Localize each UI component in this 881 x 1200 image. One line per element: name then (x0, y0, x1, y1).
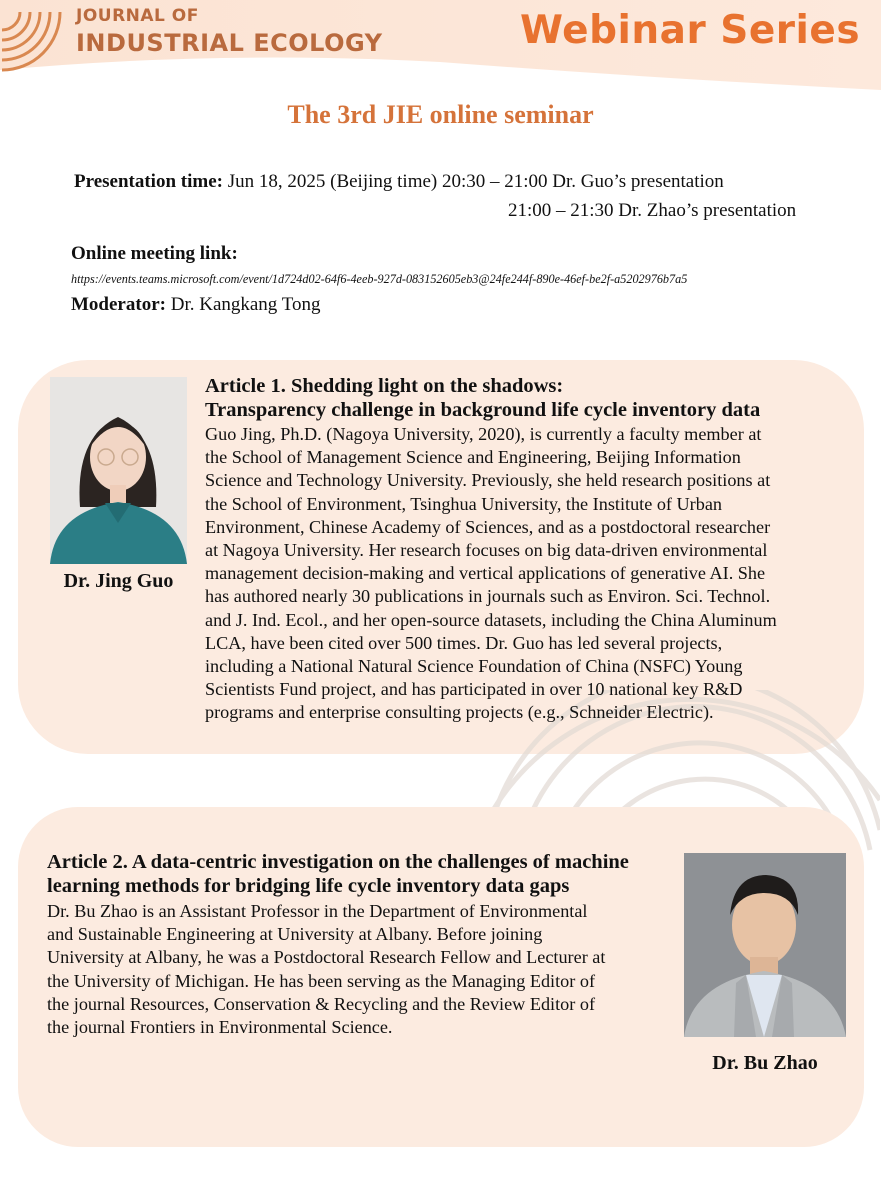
article1-body-line: programs and enterprise consulting projects (e.g., Schneider Electric). (205, 702, 714, 723)
article2-body-line: the journal Resources, Conservation & Recycling and the Review Editor of (47, 993, 596, 1014)
article1-body-line: including a National Natural Science Foundation of China (NSFC) Young (205, 656, 743, 677)
article1-title-line: Article 1. Shedding light on the shadows: (205, 375, 564, 397)
article1-body-line: Guo Jing, Ph.D. (Nagoya University, 2020), is currently a faculty member at (205, 424, 762, 444)
article1-body-line: Science and Technology University. Previously, she held research positions at (205, 470, 771, 491)
article1-body-line: and J. Ind. Ecol., and her open-source datasets, including the China Aluminum (205, 609, 777, 630)
presentation-time-label: Presentation time: (74, 171, 223, 192)
article1-title-line: Transparency challenge in background life cycle inventory data (205, 399, 761, 421)
article2-body (47, 900, 605, 1039)
article1-body-line: LCA, have been cited over 500 times. Dr. Guo has led several projects, (205, 632, 723, 653)
article1-body-line: the School of Environment, Tsinghua University, the Institute of Urban (205, 493, 722, 514)
article1-body-line: at Nagoya University. Her research focuses on big data-driven environmental (205, 540, 768, 561)
article1-title (205, 374, 760, 422)
speaker2-photo (684, 853, 846, 1037)
article2-body-line: Dr. Bu Zhao is an Assistant Professor in the Department of Environmental (47, 901, 588, 921)
article2-body-line: the journal Frontiers in Environmental Science. (47, 1017, 393, 1038)
article2-title (47, 850, 629, 898)
speaker1-photo (50, 377, 187, 564)
webinar-series-title: Webinar Series (520, 8, 861, 53)
speaker2-portrait-icon (684, 853, 846, 1037)
speaker1-caption: Dr. Jing Guo (63, 570, 174, 592)
article2-body-line: and Sustainable Engineering at University at Albany. Before joining (47, 924, 543, 945)
presentation-time-second-slot: 21:00 – 21:30 Dr. Zhao’s presentation (508, 200, 797, 221)
seminar-title: The 3rd JIE online seminar (287, 100, 594, 129)
presentation-time (74, 171, 724, 193)
article2-title-line: Article 2. A data-centric investigation on the challenges of machine (47, 851, 629, 873)
article1-body-line: the School of Management Science and Engineering, Beijing Information (205, 447, 741, 468)
article2-body-line: University at Albany, he was a Postdoctoral Research Fellow and Lecturer at (47, 947, 606, 968)
journal-name-line1: JOURNAL OF (76, 6, 199, 26)
presentation-time-first-slot: Jun 18, 2025 (Beijing time) 20:30 – 21:00 Dr. Guo’s presentation (227, 171, 724, 192)
article1-body (205, 423, 777, 725)
journal-name-line2: INDUSTRIAL ECOLOGY (76, 29, 383, 57)
meeting-link-label: Online meeting link: (71, 243, 238, 264)
meeting-link[interactable]: https://events.teams.microsoft.com/event/1d724d02-64f6-4eeb-927d-083152605eb3@24fe244f-890e-46ef-be2f-a5202976b7a5 (71, 272, 688, 286)
article2-title-line: learning methods for bridging life cycle inventory data gaps (47, 875, 570, 897)
article1-body-line: Scientists Fund project, and has participated in over 10 national key R&D (205, 679, 743, 700)
speaker2-caption: Dr. Bu Zhao (712, 1052, 818, 1074)
moderator (71, 294, 321, 316)
article1-body-line: Environment, Chinese Academy of Sciences, and as a postdoctoral researcher (205, 516, 771, 537)
article1-body-line: management decision-making and vertical applications of generative AI. She (205, 563, 766, 584)
header-banner (0, 0, 881, 95)
article2-body-line: the University of Michigan. He has been serving as the Managing Editor of (47, 970, 596, 991)
speaker1-portrait-icon (50, 377, 187, 564)
moderator-label: Moderator: (71, 294, 166, 315)
moderator-name: Dr. Kangkang Tong (170, 294, 321, 315)
article1-body-line: has authored nearly 30 publications in journals such as Environ. Sci. Technol. (205, 586, 771, 607)
